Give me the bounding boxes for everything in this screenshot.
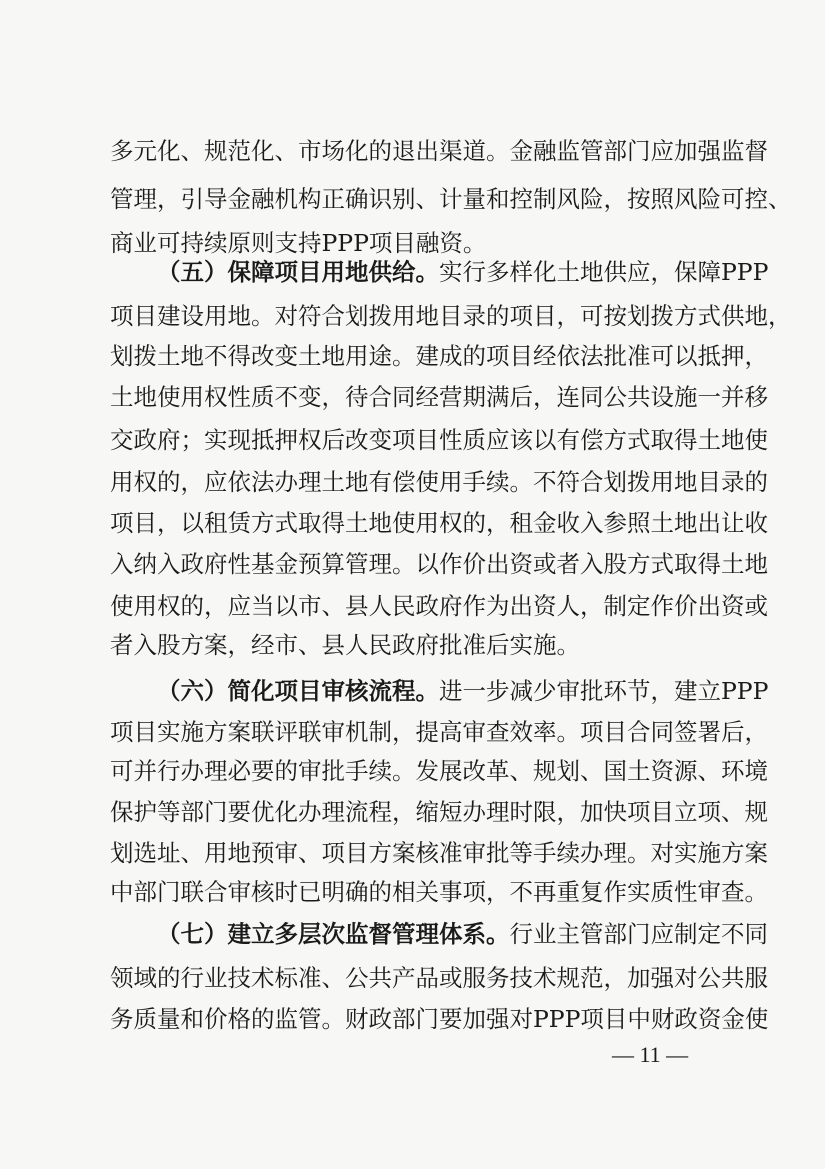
text-line: 者入股方案，经市、县人民政府批准后实施。: [110, 631, 580, 659]
section-5-first-line: [157, 256, 769, 288]
section-7-text: 行业主管部门应制定不同: [509, 920, 768, 948]
section-7-first-line: [157, 918, 768, 950]
text-line: 务质量和价格的监管。财政部门要加强对PPP项目中财政资金使: [110, 1005, 769, 1033]
text-line: 管理，引导金融机构正确识别、计量和控制风险，按照风险可控、: [110, 185, 792, 213]
section-7-heading: （七）建立多层次监督管理体系。: [157, 920, 510, 948]
text-line: 中部门联合审核时已明确的相关事项，不再重复作实质性审查。: [110, 878, 768, 906]
text-line: 使用权的，应当以市、县人民政府作为出资人，制定作价出资或: [110, 592, 768, 620]
page-number: — 11 —: [612, 1042, 689, 1067]
text-line: 项目建设用地。对符合划拨用地目录的项目，可按划拨方式供地，: [110, 302, 792, 330]
text-line: 用权的，应依法办理土地有偿使用手续。不符合划拨用地目录的: [110, 468, 768, 496]
text-line: 划拨土地不得改变土地用途。建成的项目经依法批准可以抵押，: [110, 342, 768, 370]
section-5-text: 实行多样化土地供应，保障PPP: [439, 258, 769, 286]
section-6-text: 进一步减少审批环节，建立PPP: [439, 677, 769, 705]
text-line: 多元化、规范化、市场化的退出渠道。金融监管部门应加强监督: [110, 137, 768, 165]
section-6-first-line: [157, 675, 769, 707]
text-line: 交政府；实现抵押权后改变项目性质应该以有偿方式取得土地使: [110, 426, 768, 454]
text-line: 可并行办理必要的审批手续。发展改革、规划、国土资源、环境: [110, 757, 768, 785]
text-line: 划选址、用地预审、项目方案核准审批等手续办理。对实施方案: [110, 839, 768, 867]
text-line: 保护等部门要优化办理流程，缩短办理时限，加快项目立项、规: [110, 798, 768, 826]
text-line: 商业可持续原则支持PPP项目融资。: [110, 229, 487, 257]
text-line: 土地使用权性质不变，待合同经营期满后，连同公共设施一并移: [110, 383, 768, 411]
text-line: 入纳入政府性基金预算管理。以作价出资或者入股方式取得土地: [110, 550, 768, 578]
text-line: 领域的行业技术标准、公共产品或服务技术规范，加强对公共服: [110, 964, 768, 992]
text-line: 项目，以租赁方式取得土地使用权的，租金收入参照土地出让收: [110, 509, 768, 537]
section-5-heading: （五）保障项目用地供给。: [157, 258, 439, 286]
section-6-heading: （六）简化项目审核流程。: [157, 677, 439, 705]
text-line: 项目实施方案联评联审机制，提高审查效率。项目合同签署后，: [110, 718, 768, 746]
